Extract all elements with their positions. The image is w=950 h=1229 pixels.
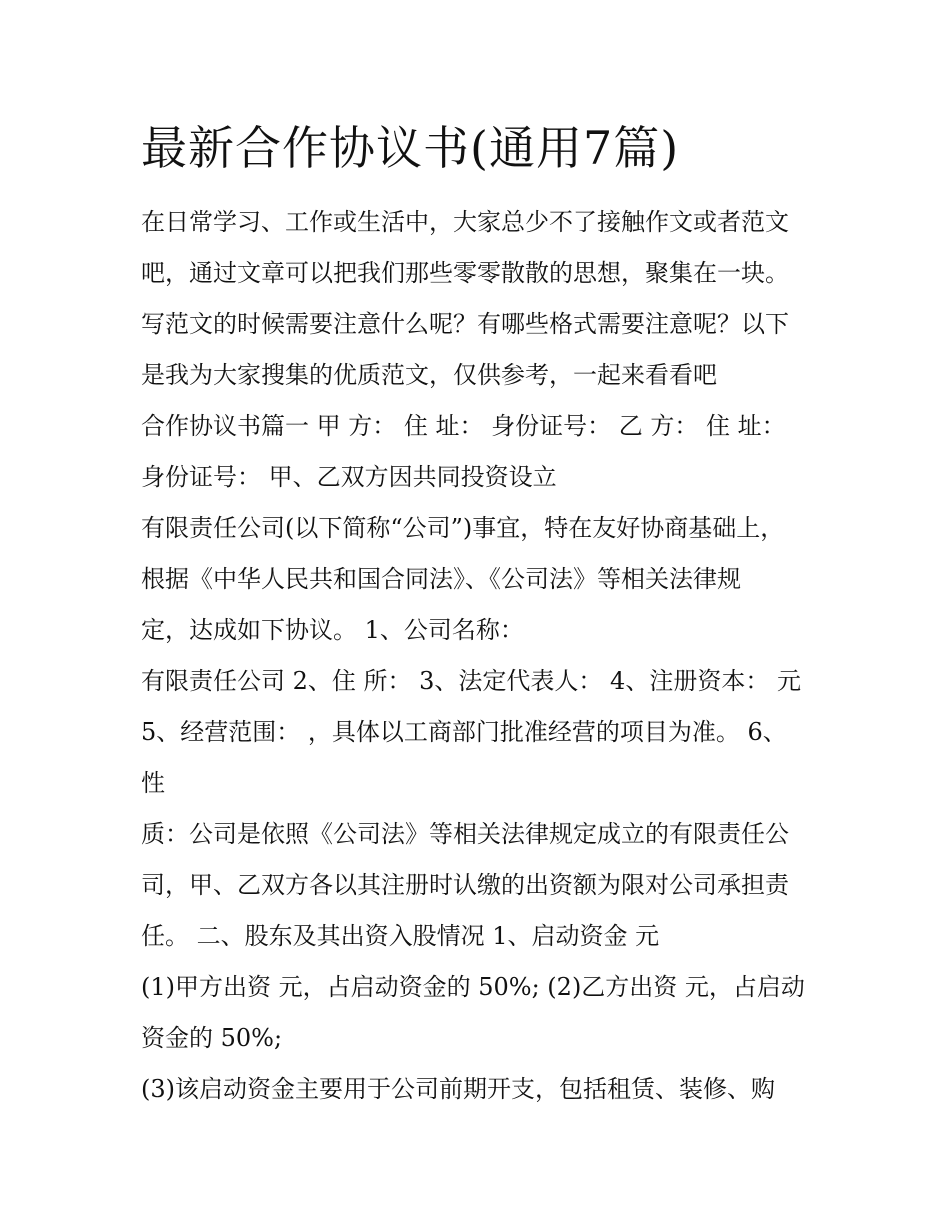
body-line: 任。 二、股东及其出资入股情况 1、启动资金 元 bbox=[141, 922, 660, 950]
document-title: 最新合作协议书(通用7篇) bbox=[141, 121, 680, 175]
body-line: (3)该启动资金主要用于公司前期开支，包括租赁、装修、购 bbox=[141, 1075, 775, 1103]
body-line: 是我为大家搜集的优质范文，仅供参考，一起来看看吧 bbox=[141, 361, 717, 389]
body-line: 有限责任公司(以下简称“公司”)事宜，特在友好协商基础上， bbox=[141, 514, 785, 542]
body-line: 5、经营范围： ，具体以工商部门批准经营的项目为准。 6、 bbox=[141, 718, 787, 746]
body-line: 吧，通过文章可以把我们那些零零散散的思想，聚集在一块。 bbox=[141, 259, 789, 287]
body-line: 根据《中华人民共和国合同法》、《公司法》等相关法律规 bbox=[141, 565, 741, 593]
body-line: 定，达成如下协议。 1、公司名称： bbox=[141, 616, 524, 644]
body-line: 身份证号： 甲、乙双方因共同投资设立 bbox=[141, 463, 557, 491]
document-body bbox=[141, 197, 821, 1115]
body-line: (1)甲方出资 元，占启动资金的 50%; (2)乙方出资 元，占启动 bbox=[141, 973, 805, 1001]
body-line: 合作协议书篇一 甲 方： 住 址： 身份证号： 乙 方： 住 址： bbox=[141, 412, 786, 440]
body-line: 资金的 50%; bbox=[141, 1024, 283, 1052]
body-line: 性 bbox=[141, 769, 165, 797]
body-line: 在日常学习、工作或生活中，大家总少不了接触作文或者范文 bbox=[141, 208, 789, 236]
body-line: 有限责任公司 2、住 所： 3、法定代表人： 4、注册资本： 元 bbox=[141, 667, 801, 695]
body-line: 质：公司是依照《公司法》等相关法律规定成立的有限责任公 bbox=[141, 820, 789, 848]
body-line: 写范文的时候需要注意什么呢？有哪些格式需要注意呢？以下 bbox=[141, 310, 789, 338]
body-line: 司，甲、乙双方各以其注册时认缴的出资额为限对公司承担责 bbox=[141, 871, 789, 899]
